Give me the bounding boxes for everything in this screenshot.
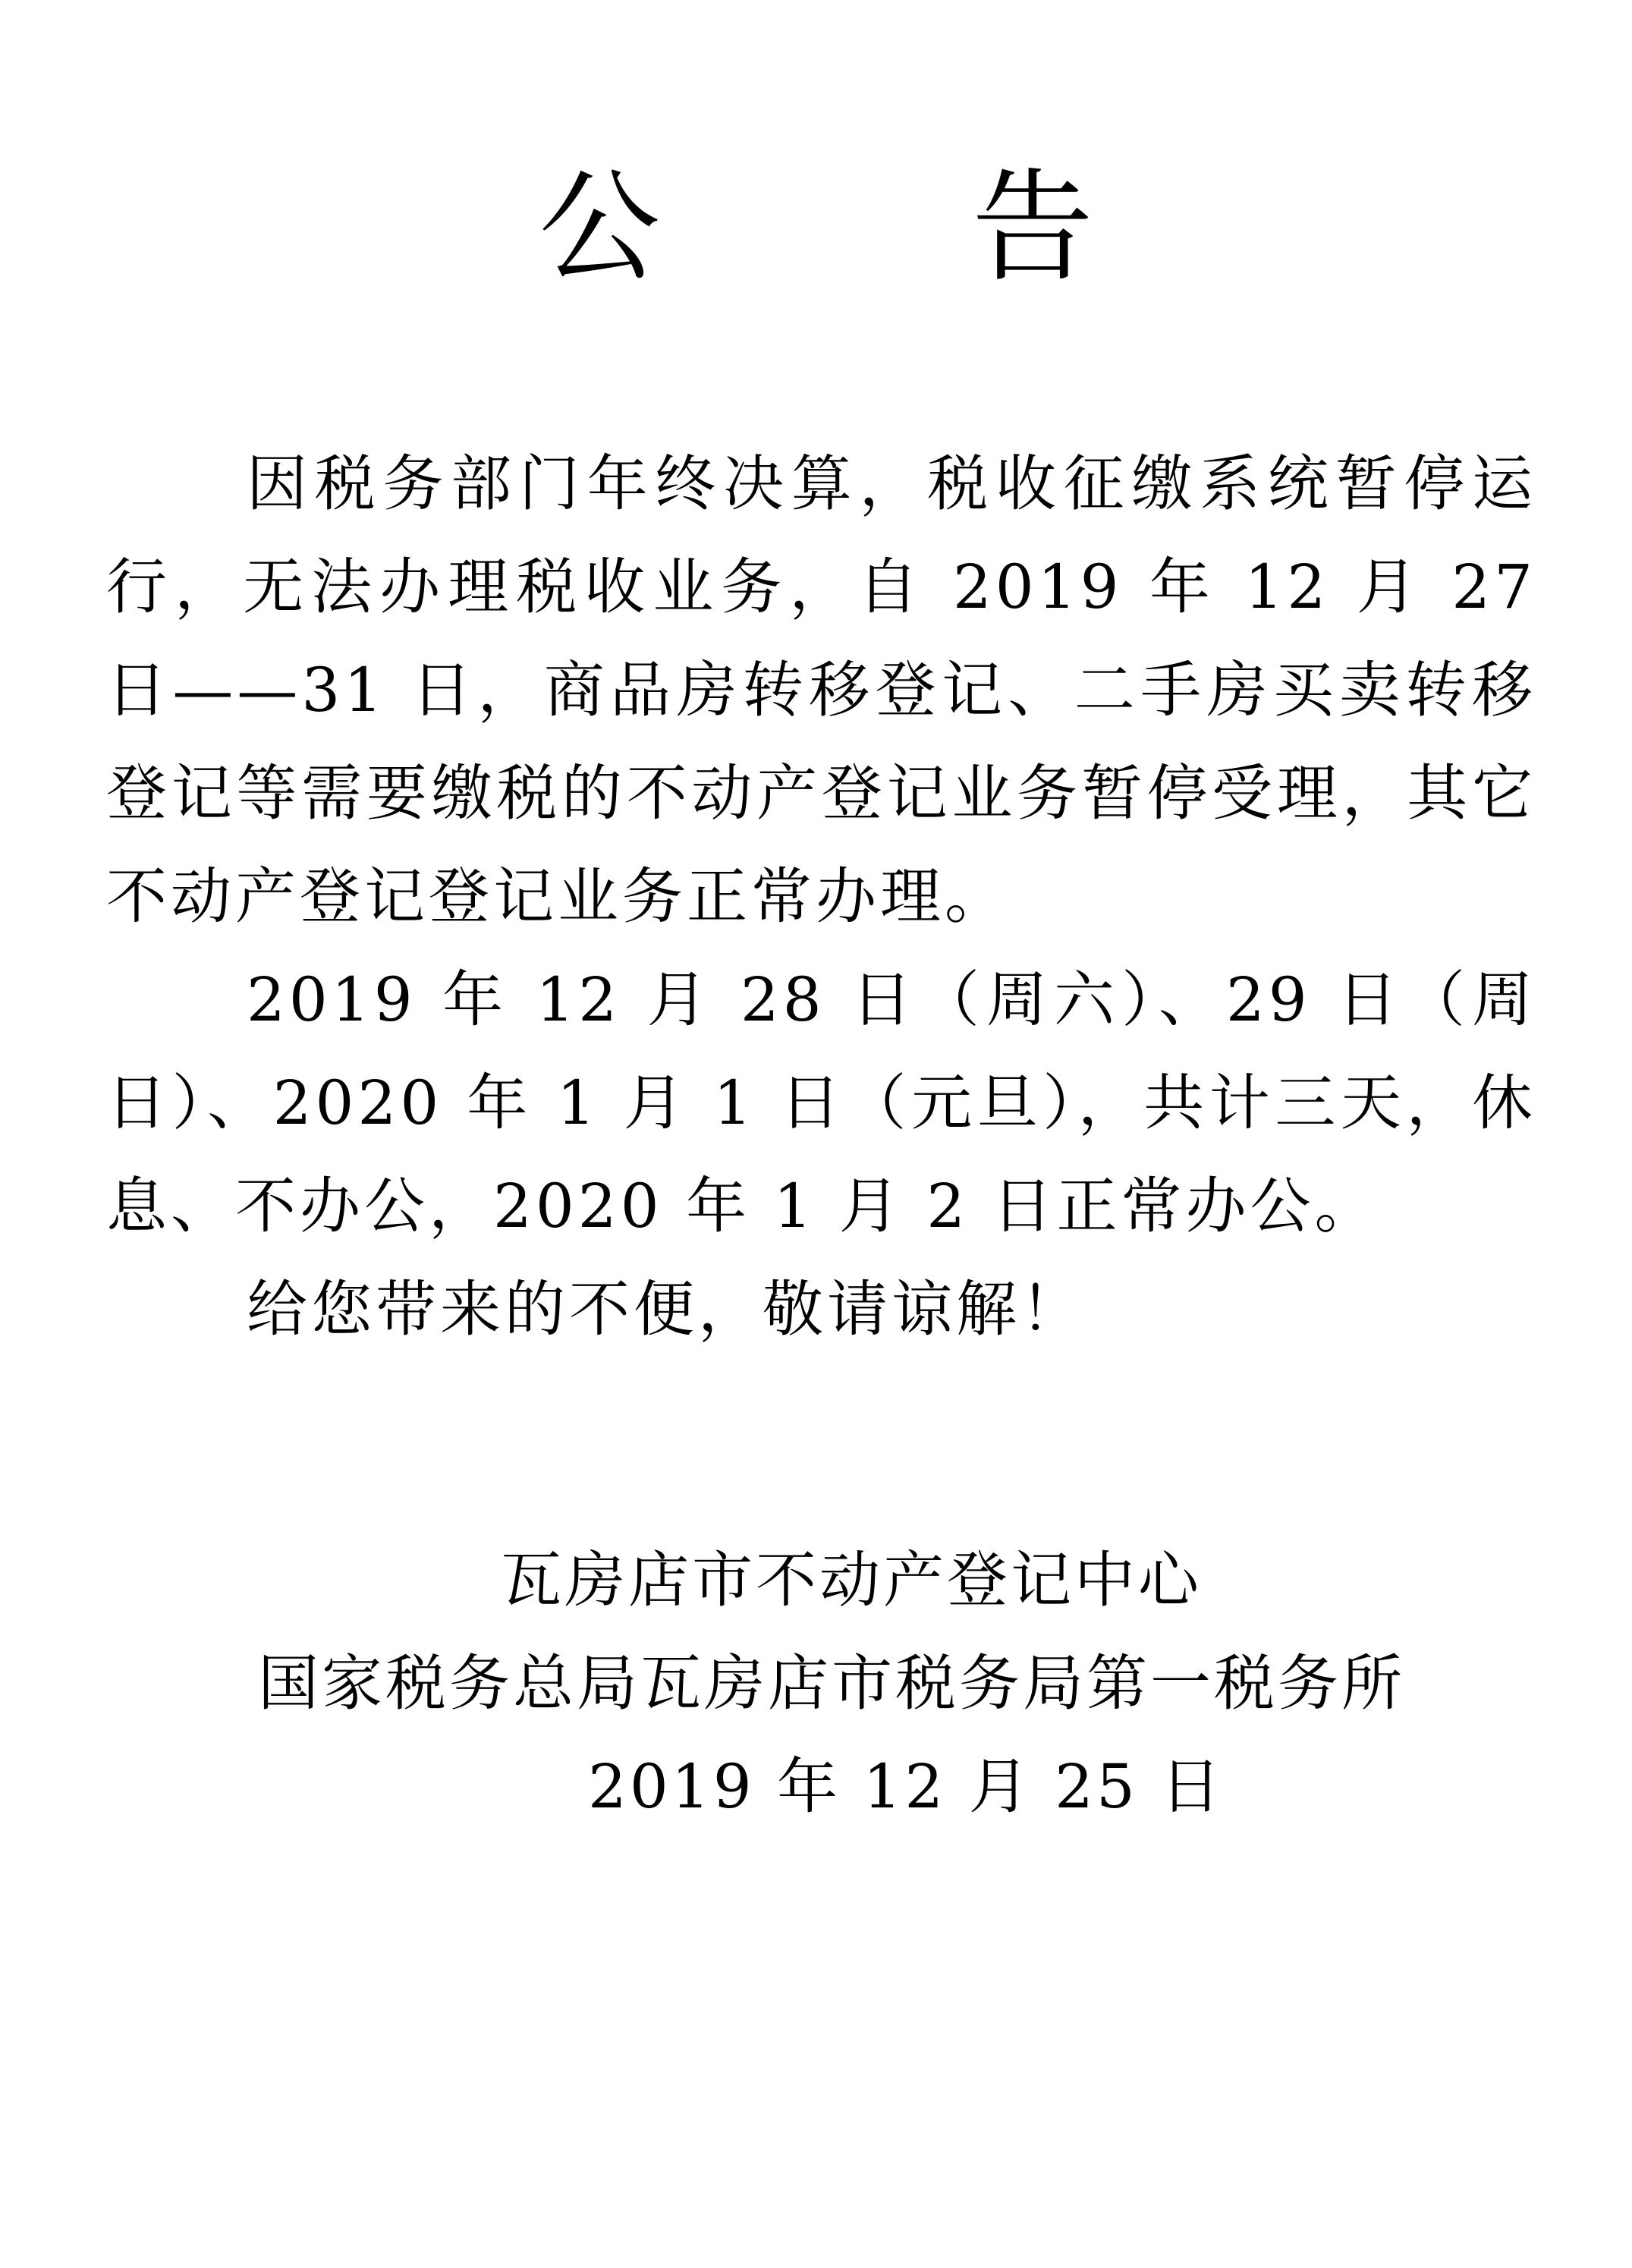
signature-date: 2019 年 12 月 25 日 [588,1751,1225,1822]
notice-title: 公 告 [539,156,1230,298]
paragraph-apology: 给您带来的不便，敬请谅解！ [247,1274,1085,1345]
signature-org-tax-office: 国家税务总局瓦房店市税务局第一税务所 [258,1648,1405,1719]
paragraph-holiday: 2019 年 12 月 28 日（周六）、29 日（周日）、2020 年 1 月 1 日（元旦），共计三天，休息、不办公，2020 年 1 月 2 日正常办公。 [106,964,1536,1241]
signature-org-registration-center: 瓦房店市不动产登记中心 [501,1545,1202,1615]
notice-body [106,433,1536,1361]
paragraph-suspension: 因税务部门年终决算，税收征缴系统暂停运行，无法办理税收业务，自 2019 年 12 月 27 日——31 日，商品房转移登记、二手房买卖转移登记等需要缴税的不动产登记业务暂停受理，其它不动产登记登记业务正常办理。 [106,448,1536,932]
signature-block [0,1529,1632,1839]
